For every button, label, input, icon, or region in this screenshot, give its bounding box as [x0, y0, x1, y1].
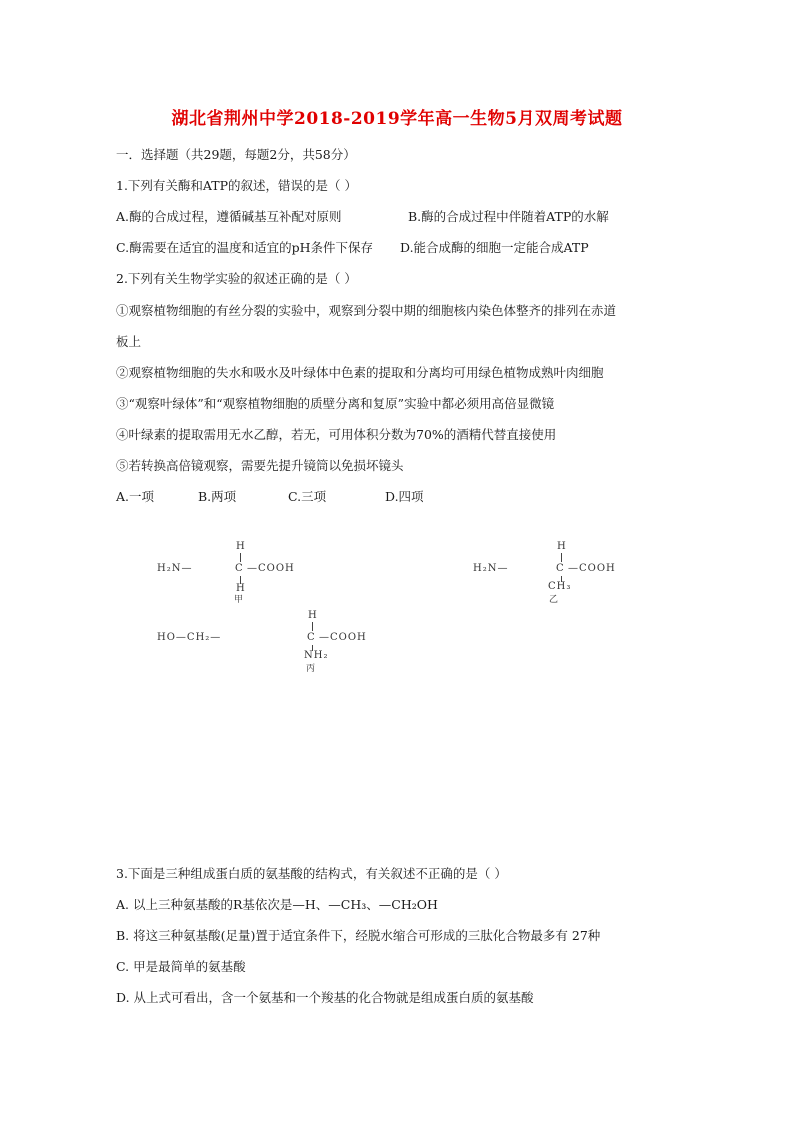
structure-1-top-h: H — [236, 541, 246, 552]
q2-option-b: B.两项 — [198, 489, 237, 504]
structure-2-bond-top — [561, 553, 562, 562]
structure-2-top-h: H — [557, 541, 567, 552]
q2-statement-1-cont: 板上 — [116, 334, 142, 349]
q1-option-d: D.能合成酶的细胞一定能合成ATP — [400, 240, 589, 255]
q2-stem: 2.下列有关生物学实验的叙述正确的是（ ） — [116, 271, 357, 286]
structure-3-right: —COOH — [319, 632, 367, 643]
structure-2-carbon: C — [556, 563, 565, 574]
structure-2-left: H₂N— — [473, 563, 509, 574]
q3-option-b: B. 将这三种氨基酸(足量)置于适宜条件下，经脱水缩合可形成的三肽化合物最多有 27种 — [116, 928, 601, 943]
section-heading: 一．选择题（共29题，每题2分，共58分） — [116, 147, 356, 162]
structure-3-bottom-nh2: NH₂ — [304, 650, 329, 661]
structure-3-left: HO—CH₂— — [157, 632, 222, 643]
q3-option-d: D. 从上式可看出，含一个氨基和一个羧基的化合物就是组成蛋白质的氨基酸 — [116, 990, 534, 1005]
page-title: 湖北省荆州中学2018-2019学年高一生物5月双周考试题 — [171, 109, 623, 129]
q2-option-a: A.一项 — [116, 489, 155, 504]
q1-stem: 1.下列有关酶和ATP的叙述，错误的是（ ） — [116, 178, 357, 193]
q1-option-b: B.酶的合成过程中伴随着ATP的水解 — [408, 209, 609, 224]
structure-1-bottom-h: H — [236, 583, 246, 594]
structure-1-label: 甲 — [234, 595, 245, 605]
q1-option-c: C.酶需要在适宜的温度和适宜的pH条件下保存 — [116, 240, 373, 255]
q2-option-c: C.三项 — [288, 489, 327, 504]
structure-2-bottom-ch3: CH₃ — [548, 581, 572, 592]
structure-1-bond-top — [240, 553, 241, 562]
structure-2-right: —COOH — [568, 563, 616, 574]
q2-statement-1: ①观察植物细胞的有丝分裂的实验中，观察到分裂中期的细胞核内染色体整齐的排列在赤道 — [116, 303, 617, 318]
q2-statement-4: ④叶绿素的提取需用无水乙醇，若无，可用体积分数为70%的酒精代替直接使用 — [116, 427, 557, 442]
structure-3-label: 丙 — [306, 664, 317, 674]
q3-option-c: C. 甲是最简单的氨基酸 — [116, 959, 246, 974]
q2-option-d: D.四项 — [385, 489, 424, 504]
q3-stem: 3.下面是三种组成蛋白质的氨基酸的结构式，有关叙述不正确的是（ ） — [116, 866, 507, 881]
structure-2-label: 乙 — [549, 595, 560, 605]
structure-1-left: H₂N— — [157, 563, 193, 574]
q2-statement-5: ⑤若转换高倍镜观察，需要先提升镜筒以免损坏镜头 — [116, 458, 404, 473]
structure-1-carbon: C — [235, 563, 244, 574]
q1-option-a: A.酶的合成过程，遵循碱基互补配对原则 — [116, 209, 342, 224]
structure-3-carbon: C — [307, 632, 316, 643]
q2-statement-2: ②观察植物细胞的失水和吸水及叶绿体中色素的提取和分离均可用绿色植物成熟叶肉细胞 — [116, 365, 604, 380]
q3-option-a: A. 以上三种氨基酸的R基依次是—H、—CH₃、—CH₂OH — [116, 897, 438, 912]
structure-1-right: —COOH — [247, 563, 295, 574]
q2-statement-3: ③“观察叶绿体”和“观察植物细胞的质壁分离和复原”实验中都必须用高倍显微镜 — [116, 396, 555, 411]
structure-3-top-h: H — [308, 610, 318, 621]
structure-3-bond-top — [312, 622, 313, 631]
